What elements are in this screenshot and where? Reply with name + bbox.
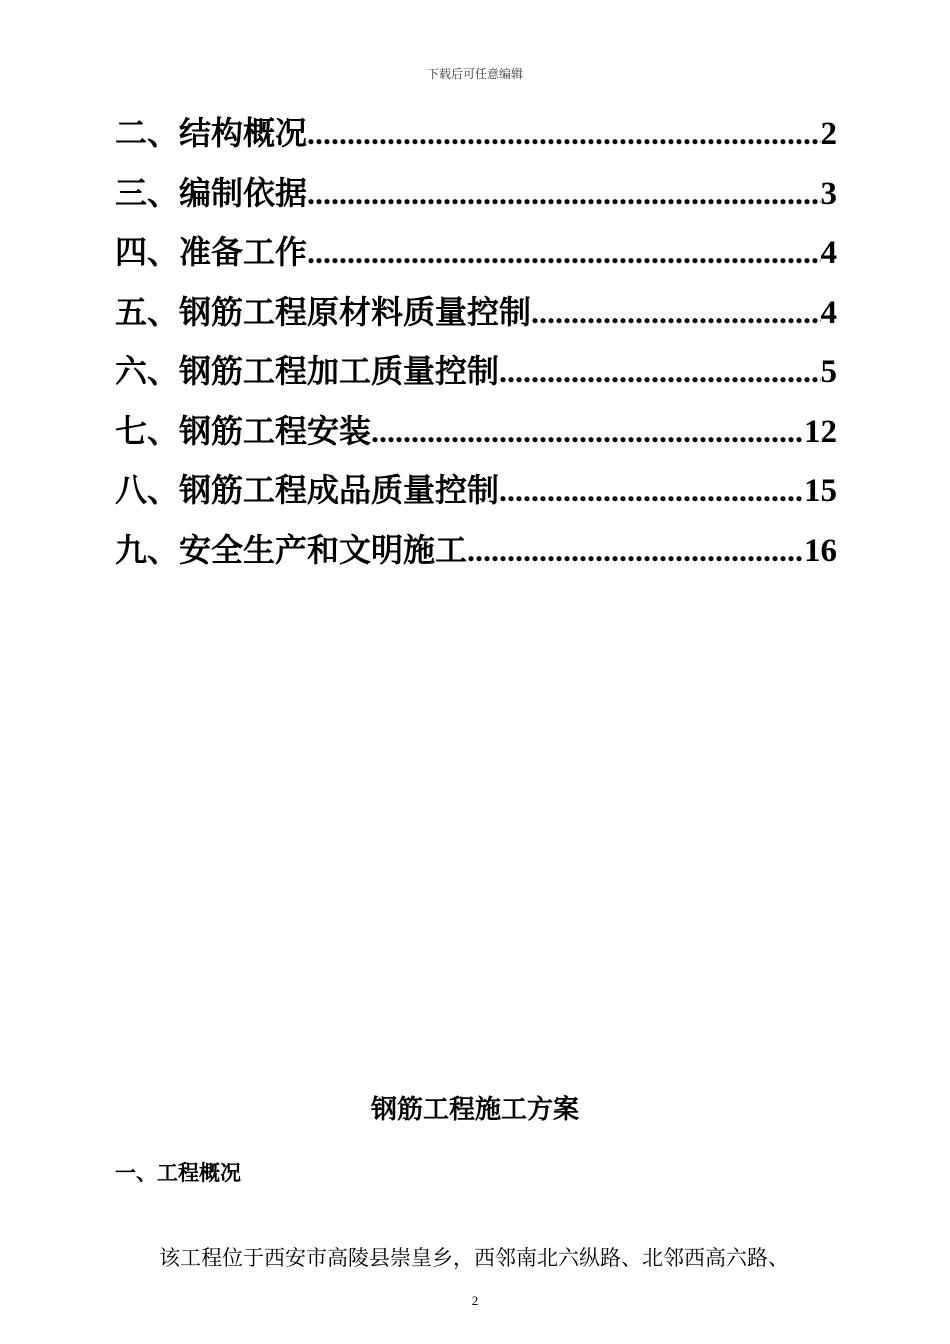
section-heading: 一、工程概况 xyxy=(115,1161,241,1185)
document-title: 钢筋工程施工方案 xyxy=(370,1095,579,1125)
toc-entry-page: 4 xyxy=(820,294,837,331)
page-number: 2 xyxy=(471,1293,479,1308)
toc-dot-leader xyxy=(499,472,804,509)
toc-dot-leader xyxy=(499,353,820,390)
toc-entry-page: 12 xyxy=(804,413,837,450)
toc-entry-title: 二、结构概况 xyxy=(115,114,308,152)
toc-dot-leader xyxy=(531,294,820,331)
toc-entry-title: 四、准备工作 xyxy=(115,233,308,271)
toc-entry-title: 三、编制依据 xyxy=(115,173,308,212)
toc-entry-page: 15 xyxy=(804,473,837,509)
toc-entry-title: 八、钢筋工程成品质量控制 xyxy=(115,471,500,509)
toc-entry[interactable] xyxy=(115,525,837,585)
toc-entry[interactable] xyxy=(115,346,837,406)
toc-entry-page: 5 xyxy=(820,354,837,390)
toc-entry-page: 16 xyxy=(804,532,837,569)
toc-dot-leader xyxy=(467,532,804,569)
toc-entry[interactable] xyxy=(115,227,837,287)
toc-entry-page: 2 xyxy=(820,116,837,152)
toc-dot-leader xyxy=(371,413,804,450)
toc-entry[interactable] xyxy=(115,406,837,466)
toc-entry-page: 4 xyxy=(820,235,837,271)
toc-dot-leader xyxy=(307,115,820,152)
toc-entry[interactable] xyxy=(115,287,837,347)
toc-dot-leader xyxy=(307,175,820,212)
toc-entry-title: 六、钢筋工程加工质量控制 xyxy=(115,352,500,390)
table-of-contents xyxy=(115,108,837,584)
toc-entry-title: 九、安全生产和文明施工 xyxy=(115,530,468,569)
page-header-note: 下载后可任意编辑 xyxy=(426,67,523,81)
toc-entry[interactable] xyxy=(115,465,837,525)
toc-entry[interactable] xyxy=(115,168,837,228)
toc-entry-page: 3 xyxy=(820,175,837,212)
body-paragraph: 该工程位于西安市高陵县崇皇乡，西邻南北六纵路、北邻西高六路、 xyxy=(159,1246,789,1270)
toc-dot-leader xyxy=(307,234,820,271)
toc-entry[interactable] xyxy=(115,108,837,168)
toc-entry-title: 七、钢筋工程安装 xyxy=(115,411,372,450)
toc-entry-title: 五、钢筋工程原材料质量控制 xyxy=(115,292,532,331)
